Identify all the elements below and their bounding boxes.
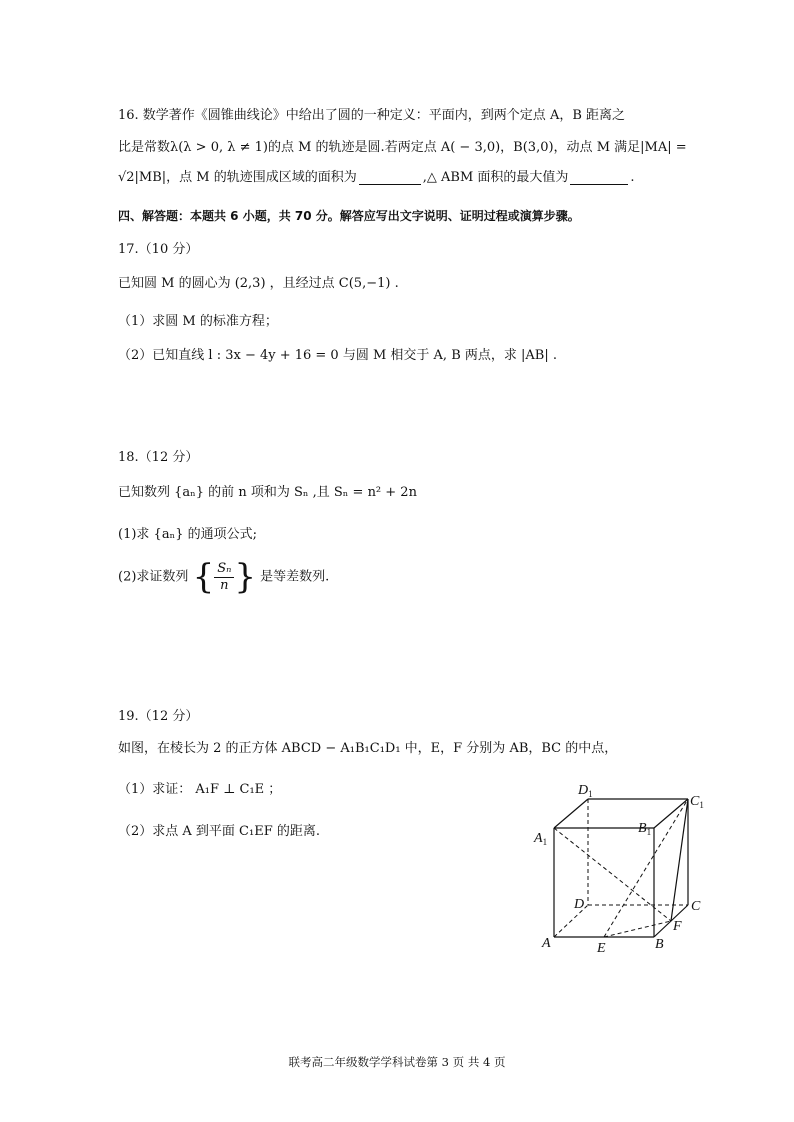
section-heading: 四、解答题：本题共 6 小题，共 70 分。解答应写出文字说明、证明过程或演算步骤。: [118, 209, 580, 223]
label-d1: $D_1$: [578, 783, 593, 799]
q16-line1: 16. 数学著作《圆锥曲线论》中给出了圆的一种定义：平面内，到两个定点 A，B 距离之: [118, 108, 626, 123]
label-c1: $C_1$: [690, 794, 704, 810]
segment-c1-f: [671, 799, 688, 921]
q18-part2: [118, 557, 330, 597]
label-f: F: [673, 919, 682, 934]
q19-part1: （1）求证： A₁F ⊥ C₁E ；: [118, 782, 282, 797]
label-b1: $B_1$: [638, 821, 652, 837]
edge-b1-c1: [654, 799, 688, 828]
q17-part2: （2）已知直线 l : 3x − 4y + 16 = 0 与圆 M 相交于 A, B 两点，求 |AB| .: [118, 348, 557, 363]
answer-blank-1[interactable]: [359, 170, 421, 185]
q16-line3-end: .: [630, 170, 635, 185]
page-footer: 联考高二年级数学学科试卷第 3 页 共 4 页: [288, 1055, 506, 1069]
label-b: B: [655, 937, 664, 952]
q16-line2: 比是常数λ(λ > 0, λ ≠ 1)的点 M 的轨迹是圆.若两定点 A( − 3,0)，B(3,0)，动点 M 满足|MA| =: [118, 140, 687, 155]
q19-part2: （2）求点 A 到平面 C₁EF 的距离.: [118, 824, 320, 839]
q18-header: 18.（12 分）: [118, 450, 199, 465]
label-c: C: [691, 899, 701, 914]
q18-part2-pre: (2)求证数列: [118, 569, 189, 585]
fraction-denominator: n: [220, 577, 229, 593]
q18-part2-post: 是等差数列.: [260, 569, 330, 585]
q16-line3-mid: ,△ ABM 面积的最大值为: [422, 170, 569, 185]
segment-e-f: [604, 921, 671, 937]
q18-part1: (1)求 {aₙ} 的通项公式;: [118, 527, 257, 542]
fraction: [214, 561, 234, 594]
right-brace: }: [234, 557, 257, 597]
q19-header: 19.（12 分）: [118, 709, 199, 724]
label-d: D: [574, 897, 585, 912]
answer-blank-2[interactable]: [570, 170, 628, 185]
q18-stem: 已知数列 {aₙ} 的前 n 项和为 Sₙ ,且 Sₙ = n² + 2n: [118, 485, 417, 500]
cube-figure: [526, 780, 716, 960]
q16-line3-pre: √2|MB|，点 M 的轨迹围成区域的面积为: [118, 170, 357, 185]
q17-header: 17.（10 分）: [118, 242, 199, 257]
label-e: E: [597, 941, 606, 956]
q16-line3: [118, 166, 635, 185]
label-a1: $A_1$: [534, 831, 548, 847]
label-a: A: [542, 936, 551, 951]
edge-a1-d1: [554, 799, 588, 828]
left-brace: {: [192, 557, 215, 597]
q17-stem: 已知圆 M 的圆心为 (2,3) ，且经过点 C(5,−1) .: [118, 276, 399, 291]
q17-part1: （1）求圆 M 的标准方程；: [118, 314, 278, 329]
fraction-numerator: Sₙ: [214, 561, 234, 578]
q19-stem: 如图，在棱长为 2 的正方体 ABCD − A₁B₁C₁D₁ 中，E，F 分别为 AB，BC 的中点，: [118, 741, 618, 756]
